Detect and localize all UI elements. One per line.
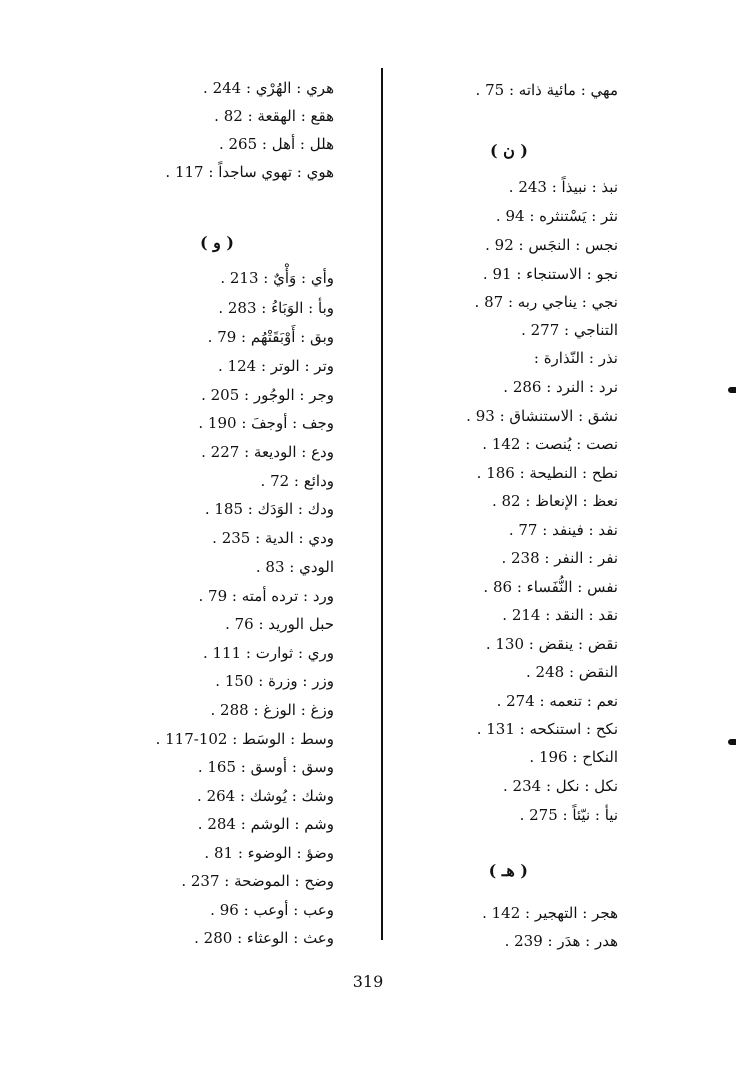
- index-entry: وبأ : الوَبَاءُ : 283 .: [218, 299, 334, 317]
- index-entry: ورد : ترده أمته : 79 .: [198, 587, 334, 605]
- index-entry: وجف : أوجفَ : 190 .: [198, 414, 334, 432]
- index-entry: وشم : الوشم : 284 .: [197, 815, 334, 833]
- scan-edge-mark: [728, 387, 736, 393]
- index-entry: ودي : الدية : 235 .: [212, 529, 334, 547]
- index-entry: ودك : الوَدَك : 185 .: [204, 500, 334, 518]
- index-entry: التناجي : 277 .: [521, 321, 618, 339]
- index-entry: نثر : يَسْتنثره : 94 .: [495, 207, 618, 225]
- index-entry: هلل : أهل : 265 .: [218, 135, 334, 153]
- index-entry: نكل : نكل : 234 .: [502, 777, 618, 795]
- index-entry: حبل الوريد : 76 .: [225, 615, 334, 633]
- index-entry: نطح : النطيحة : 186 .: [476, 464, 618, 482]
- index-entry: وزغ : الوزغ : 288 .: [210, 701, 334, 719]
- index-entry: وزر : وزرة : 150 .: [215, 672, 334, 690]
- index-entry: وأي : وَأْيٌ : 213 .: [220, 269, 334, 287]
- section-heading-nun: ( ن ): [489, 141, 528, 160]
- index-entry: مهي : مائية ذاته : 75 .: [475, 81, 618, 99]
- section-heading-waw: ( و ): [199, 233, 234, 252]
- index-entry: هوي : تهوي ساجداً : 117 .: [165, 163, 334, 181]
- index-entry: وضح : الموضحة : 237 .: [181, 872, 334, 890]
- index-entry: نكح : استنكحه : 131 .: [476, 720, 618, 738]
- index-entry: نفس : النُّفَساء : 86 .: [483, 578, 618, 596]
- index-entry: وشك : يُوشك : 264 .: [197, 787, 334, 805]
- index-entry: النكاح : 196 .: [529, 748, 618, 766]
- scan-edge-mark: [728, 739, 736, 745]
- index-entry: نجي : يناجي ربه : 87 .: [474, 293, 618, 311]
- index-entry: نرد : النرد : 286 .: [503, 378, 618, 396]
- index-entry: ودائع : 72 .: [260, 472, 334, 490]
- index-entry: نقد : النقد : 214 .: [502, 606, 618, 624]
- index-entry: وسق : أوسق : 165 .: [197, 758, 334, 776]
- index-entry: ودع : الوديعة : 227 .: [201, 443, 334, 461]
- index-entry: وسط : الوسَط : 102-117 .: [155, 730, 334, 748]
- index-entry: وعب : أوعب : 96 .: [210, 901, 334, 919]
- page-number: 319: [352, 972, 384, 991]
- section-heading-ha: ( هـ ): [488, 861, 528, 880]
- index-entry: وعث : الوعثاء : 280 .: [194, 929, 334, 947]
- index-entry: نجس : النجَس : 92 .: [485, 236, 618, 254]
- index-entry: نعظ : الإنعاظ : 82 .: [491, 492, 618, 510]
- index-entry: نبذ : نبيذاً : 243 .: [508, 178, 618, 196]
- index-entry: نصت : يُنصت : 142 .: [482, 435, 618, 453]
- index-entry: نقض : ينقض : 130 .: [485, 635, 618, 653]
- index-entry: وتر : الوتر : 124 .: [218, 357, 334, 375]
- index-entry: هدر : هدَر : 239 .: [504, 932, 618, 950]
- index-entry: نفر : النفر : 238 .: [501, 549, 618, 567]
- index-entry: نذر : النّذارة :: [533, 349, 618, 367]
- index-entry: نجو : الاستنجاء : 91 .: [482, 265, 618, 283]
- index-entry: هري : الهُرْي : 244 .: [203, 79, 334, 97]
- index-entry: النقض : 248 .: [525, 663, 618, 681]
- index-entry: وري : ثوارت : 111 .: [202, 644, 334, 662]
- index-entry: نفد : فينفد : 77 .: [508, 521, 618, 539]
- index-entry: وبق : أَوْبَقَتْهُم : 79 .: [207, 328, 334, 346]
- index-entry: نيأ : نيّئاً : 275 .: [519, 806, 618, 824]
- index-entry: نعم : تنعمه : 274 .: [496, 692, 618, 710]
- index-entry: الودي : 83 .: [255, 558, 334, 576]
- column-divider: [381, 68, 383, 940]
- index-entry: وضؤ : الوضوء : 81 .: [204, 844, 334, 862]
- index-entry: هجر : التهجير : 142 .: [482, 904, 618, 922]
- index-entry: هقع : الهقعة : 82 .: [214, 107, 334, 125]
- index-entry: نشق : الاستنشاق : 93 .: [466, 407, 618, 425]
- index-entry: وجر : الوجُور : 205 .: [201, 386, 334, 404]
